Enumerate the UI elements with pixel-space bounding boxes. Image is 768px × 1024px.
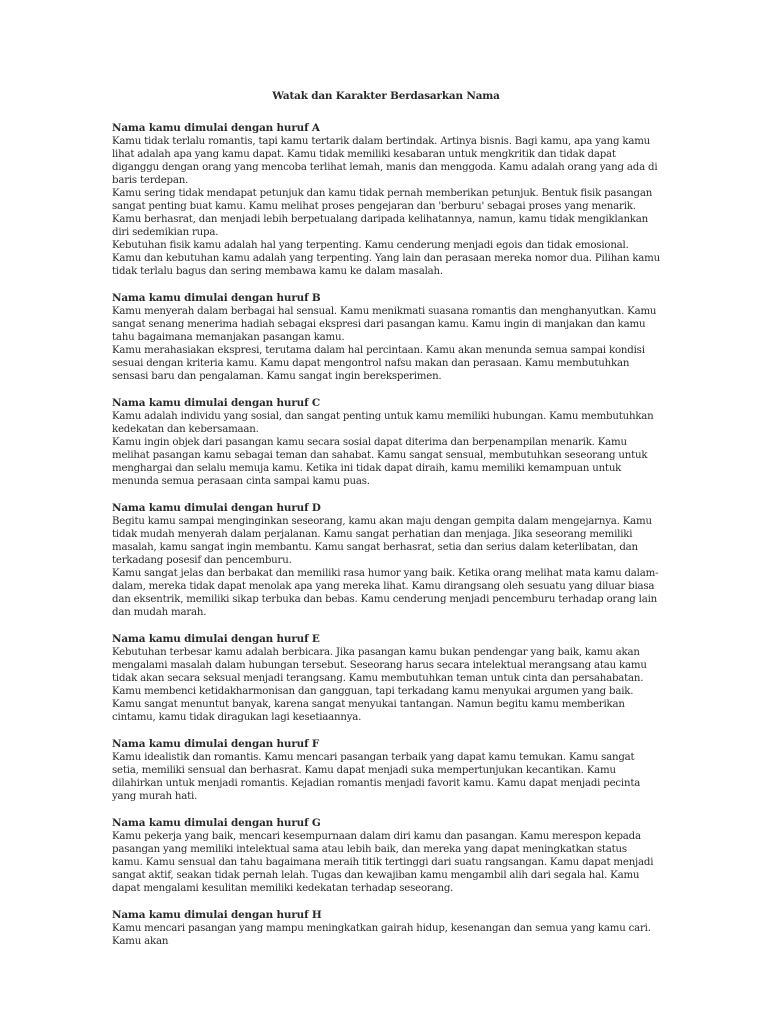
section-paragraph: Kamu mencari pasangan yang mampu meningkatkan gairah hidup, kesenangan dan semua yang kamu cari. Kamu akan (112, 923, 651, 947)
section-g (112, 817, 660, 895)
section-paragraph: Kamu merahasiakan ekspresi, terutama dalam hal percintaan. Kamu akan menunda semua sampai kondisi sesuai dengan kriteria kamu. Kamu dapat mengontrol nafsu makan dan perasaan. Kamu membutuhkan sensasi baru dan pengalaman. Kamu sangat ingin bereksperimen. (112, 345, 645, 382)
section-d (112, 502, 660, 619)
document-page (112, 90, 660, 962)
section-heading: Nama kamu dimulai dengan huruf A (112, 122, 320, 134)
section-paragraph: Begitu kamu sampai menginginkan seseorang, kamu akan maju dengan gempita dalam mengejarnya. Kamu tidak mudah menyerah dalam perjalanan. Kamu sangat perhatian dan menjaga. Jika seseorang memiliki masalah, kamu sangat ingin membantu. Kamu sangat berhasrat, setia dan serius dalam keterlibatan, dan terkadang posesif dan pencemburu. (112, 516, 652, 566)
section-paragraph: Kamu sering tidak mendapat petunjuk dan kamu tidak pernah memberikan petunjuk. Bentuk fisik pasangan sangat penting buat kamu. Kamu melihat proses pengejaran dan 'berburu' sebagai proses yang menarik. Kamu berhasrat, dan menjadi lebih berpetualang daripada kelihatannya, namun, kamu tidak mengiklankan diri sedemikian rupa. (112, 188, 653, 238)
section-e (112, 633, 660, 724)
section-f (112, 738, 660, 803)
section-heading: Nama kamu dimulai dengan huruf C (112, 397, 320, 409)
document-title: Watak dan Karakter Berdasarkan Nama (272, 90, 500, 102)
section-b (112, 292, 660, 383)
section-c (112, 397, 660, 488)
section-paragraph: Kamu idealistik dan romantis. Kamu mencari pasangan terbaik yang dapat kamu temukan. Kamu sangat setia, memiliki sensual dan berhasrat. Kamu dapat menjadi suka mempertunjukan kecantikan. Kamu dilahirkan untuk menjadi romantis. Kejadian romantis menjadi favorit kamu. Kamu dapat menjadi pecinta yang murah hati. (112, 752, 641, 802)
section-heading: Nama kamu dimulai dengan huruf F (112, 738, 320, 750)
section-heading: Nama kamu dimulai dengan huruf H (112, 909, 322, 921)
section-heading: Nama kamu dimulai dengan huruf G (112, 817, 321, 829)
section-heading: Nama kamu dimulai dengan huruf E (112, 633, 320, 645)
section-paragraph: Kamu tidak terlalu romantis, tapi kamu tertarik dalam bertindak. Artinya bisnis. Bagi kamu, apa yang kamu lihat adalah apa yang kamu dapat. Kamu tidak memiliki kesabaran untuk mengkritik dan tidak dapat diganggu dengan orang yang mencoba terlihat lemah, manis dan menggoda. Kamu adalah orang yang ada di baris terdepan. (112, 136, 658, 186)
section-heading: Nama kamu dimulai dengan huruf B (112, 292, 321, 304)
section-a (112, 122, 660, 278)
section-h (112, 909, 660, 948)
section-paragraph: Kamu pekerja yang baik, mencari kesempurnaan dalam diri kamu dan pasangan. Kamu merespon kepada pasangan yang memiliki intelektual sama atau lebih baik, dan mereka yang dapat meningkatkan status kamu. Kamu sensual dan tahu bagaimana meraih titik tertinggi dari suatu rangsangan. Kamu dapat menjadi sangat aktif, seakan tidak pernah lelah. Tugas dan kewajiban kamu mengambil alih dari segala hal. Kamu dapat mengalami kesulitan memiliki kedekatan terhadap seseorang. (112, 831, 654, 894)
section-paragraph: Kebutuhan terbesar kamu adalah berbicara. Jika pasangan kamu bukan pendengar yang baik, kamu akan mengalami masalah dalam hubungan tersebut. Seseorang harus secara intelektual merangsang atau kamu tidak akan secara seksual menjadi terangsang. Kamu membutuhkan teman untuk cinta dan persahabatan. Kamu membenci ketidakharmonisan dan gangguan, tapi terkadang kamu menyukai argumen yang baik. Kamu sangat menuntut banyak, karena sangat menyukai tantangan. Namun begitu kamu memberikan cintamu, kamu tidak diragukan lagi kesetiaannya. (112, 647, 647, 723)
section-paragraph: Kamu menyerah dalam berbagai hal sensual. Kamu menikmati suasana romantis dan menghanyutkan. Kamu sangat senang menerima hadiah sebagai ekspresi dari pasangan kamu. Kamu ingin di manjakan dan kamu tahu bagaimana memanjakan pasangan kamu. (112, 306, 657, 343)
section-paragraph: Kamu sangat jelas dan berbakat dan memiliki rasa humor yang baik. Ketika orang melihat mata kamu dalam-dalam, mereka tidak dapat menolak apa yang mereka lihat. Kamu dirangsang oleh sesuatu yang diluar biasa dan eksentrik, memiliki sikap terbuka dan bebas. Kamu cenderung menjadi pencemburu terhadap orang lain dan mudah marah. (112, 568, 659, 618)
section-paragraph: Kamu ingin objek dari pasangan kamu secara sosial dapat diterima dan berpenampilan menarik. Kamu melihat pasangan kamu sebagai teman dan sahabat. Kamu sangat sensual, membutuhkan seseorang untuk menghargai dan selalu memuja kamu. Ketika ini tidak dapat diraih, kamu memiliki kemampuan untuk menunda semua perasaan cinta sampai kamu puas. (112, 437, 648, 487)
section-paragraph: Kamu adalah individu yang sosial, dan sangat penting untuk kamu memiliki hubungan. Kamu membutuhkan kedekatan dan kebersamaan. (112, 411, 654, 435)
section-paragraph: Kebutuhan fisik kamu adalah hal yang terpenting. Kamu cenderung menjadi egois dan tidak emosional. Kamu dan kebutuhan kamu adalah yang terpenting. Yang lain dan perasaan mereka nomor dua. Pilihan kamu tidak terlalu bagus dan sering membawa kamu ke dalam masalah. (112, 240, 661, 277)
section-heading: Nama kamu dimulai dengan huruf D (112, 502, 321, 514)
